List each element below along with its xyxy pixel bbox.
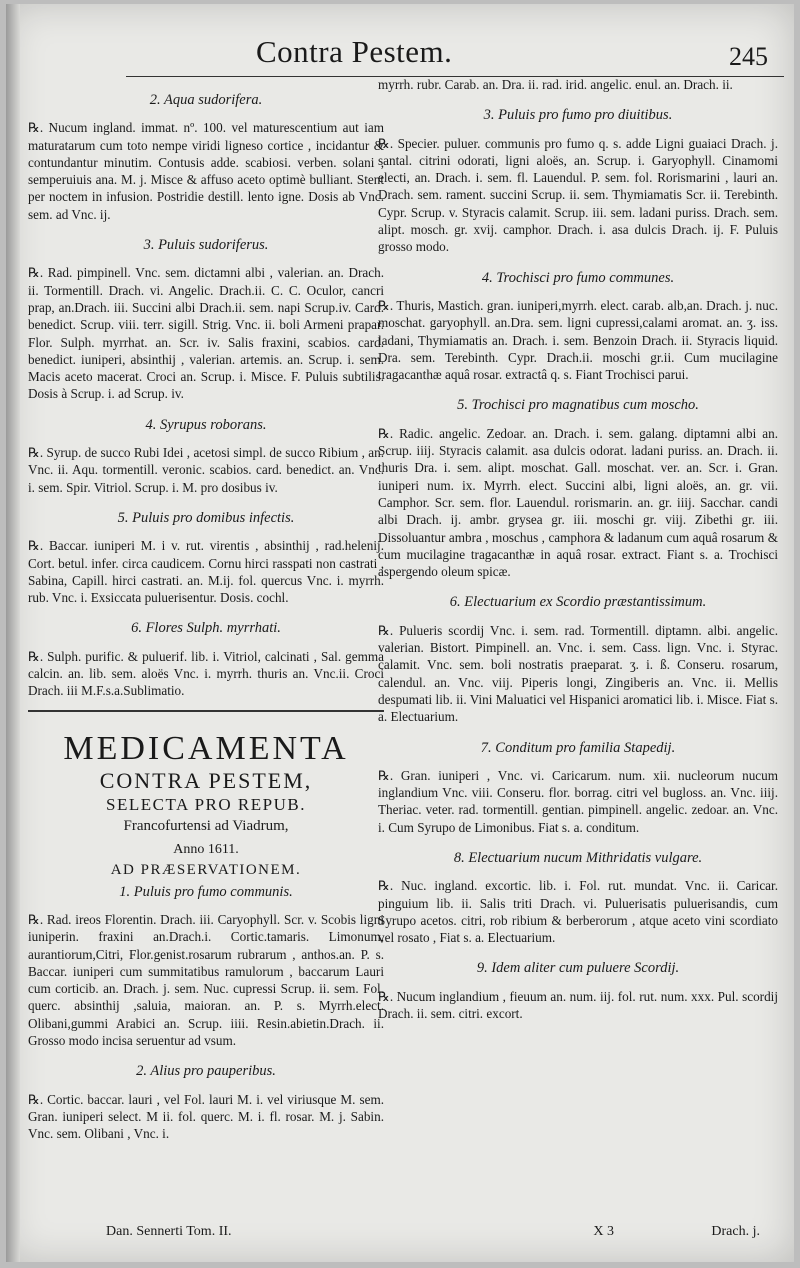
recipe-heading: 8. Electuarium nucum Mithridatis vulgare. [453,849,703,866]
recipe-heading: 4. Syrupus roborans. [145,416,267,433]
section-subtitle: CONTRA PESTEM, [99,767,313,793]
section-subtitle: Francofurtensi ad Viadrum, [123,817,289,834]
catchword: Drach. j. [711,1224,760,1239]
recipe-text: ℞. Pulueris scordij Vnc. i. sem. rad. Tormentill. diptamn. albi. angelic. valerian. Bistort. Pimpinell. an. Vnc. i. sem. Cass. lign. Vnc. i. Styrac. calamit. Vnc. sem. boli nostratis praeparat. ʒ. i. ß. Conseru. rosarum, calendul. an. Vnc. viij. Piperis longi, Zingiberis an. Vnc. ii. Mellis despumati lib. ii. Vini Maluatici vel Hispanici aromatici lib. i. Misce. Fiat s. a. Electuarium. [378,622,778,725]
signature-mark: X 3 [593,1224,614,1239]
recipe-heading: 9. Idem aliter cum puluere Scordij. [476,960,680,977]
book-page [6,4,794,1262]
recipe-text: ℞. Baccar. iuniperi M. i v. rut. virentis , absinthij , rad.helenij. Cort. betul. infer. circa caudicem. Cornu hirci rasspati non castrati , Sabina, Capill. hirci castrati. an. M.ij. fol. quercus Vnc. i. myrrh. rub. Vnc. i. Exsiccata puluerisentur. Dosis. cochl. [28,538,384,606]
recipe-heading: 5. Trochisci pro magnatibus cum moscho. [457,397,699,414]
page-number: 245 [729,42,768,71]
recipe-text: myrrh. rubr. Carab. an. Dra. ii. rad. irid. angelic. enul. an. Drach. ii. [378,77,733,92]
section-title: MEDICAMENTA [63,729,349,767]
left-column [28,88,384,1142]
recipe-heading: 4. Trochisci pro fumo communes. [481,269,675,286]
recipe-text: ℞. Syrup. de succo Rubi Idei , acetosi simpl. de succo Ribium , an. Vnc. ii. Aqu. tormentill. veronic. scabios. card. benedict. an. Vnc. i. sem. Spir. Vitriol. Scrup. i. M. pro dosibus iv. [28,445,384,495]
page-gutter [6,4,20,1262]
section-subtitle: SELECTA PRO REPUB. [106,794,306,814]
recipe-text: ℞. Gran. iuniperi , Vnc. vi. Caricarum. num. xii. nucleorum nucum inglandium Vnc. viii. Conseru. flor. borrag. citri vel bugloss. an. Vnc. iiij. Theriac. veter. rad. tormentill. gentian. pimpinell. angelic. zedoar. an. Vnc. i. Cum Syrupo de Limonibus. Fiat s. a. conditum. [378,767,778,835]
recipe-text: ℞. Nuc. ingland. excortic. lib. i. Fol. rut. mundat. Vnc. ii. Caricar. pinguium lib. ii. Salis triti Drach. vi. Puluerisatis puluerisandis, cum Syrupo acetos. citri, rob ribium & berberorum , atque aceto vini scordiato vel rosato , Fiat s. a. Electuarium. [378,878,778,946]
right-column [378,76,778,1022]
section-year: Anno 1611. [173,841,239,857]
recipe-text: ℞. Cortic. baccar. lauri , vel Fol. lauri M. i. vel viriusque M. sem. Gran. iuniperi select. M ii. fol. querc. M. i. fl. rosar. M. j. Sabin. Vnc. sem. Olibani , Vnc. i. [28,1091,384,1142]
recipe-text: ℞. Nucum ingland. immat. nº. 100. vel maturescentium aut iam maturatarum cum toto nempe viridi ligneso cortice , incidantur & contundantur minutim. Contusis adde. scabiosi. verben. solani , semperuiuis ana. M. j. Misce & affuso aceto optimè bulliant. Stent per noctem in infusion. Postridie destill. lento igne. Dosis ab Vnc. sem. ad Vnc. ij. [28,120,384,222]
recipe-text: ℞. Specier. puluer. communis pro fumo q. s. adde Ligni guaiaci Drach. j. santal. citrini odorati, ligni aloës, an. Scrup. i. Garyophyll. Cinamomi electi, an. Drach. i. sem. fl. Lauendul. P. sem. fol. Rorismarini , lauri an. Drach. sem. rament. succini Scrup. ii. sem. Thymiamatis Scr. ii. Terebinth. Cypr. Scrup. v. Styracis calamit. Scrup. iii. sem. ladani puriss. Drach. sem. alipt. mosch. gr. xvij. camphor. Drach. i. asa dulcis Drach. ij. F. Puluis grosso modo. [378,135,778,255]
footer-author: Dan. Sennerti Tom. II. [106,1224,232,1239]
recipe-text: ℞. Radic. angelic. Zedoar. an. Drach. i. sem. galang. diptamni albi an. Scrup. iiij. Styracis calamit. asa dulcis odorat. ladani puriss. an. Drach. ii. thuris Dra. i. sem. alipt. moschat. Gall. moschat. ver. an. Scr. i. Gran. iuniperi num. ix. Myrrh. elect. Succini albi, ligni aloës, an. gr. vii. Camphor. Scr. sem. flor. Lauendul. rorismarin. an. gr. iiij. Sacchar. candi albi Drach. ij. ambr. grysea gr. iii. moschi gr. viij. Zibethi gr. iii. Dissoluantur ambra , moschus , camphora & ladanum cum aquâ rosarum & cum mucilagine tragacanthæ in aquâ rosar. extract. Fiant s. a. Trochisci aspergendo oleum spicæ. [378,425,778,580]
section-subtitle: AD PRÆSERVATIONEM. [110,861,302,878]
section-divider [28,710,384,712]
recipe-text: ℞. Nucum inglandium , fieuum an. num. iij. fol. rut. num. xxx. Pul. scordij Drach. ii. sem. citri. excort. [378,988,778,1022]
recipe-heading: 7. Conditum pro familia Stapedij. [480,739,676,756]
recipe-heading: 3. Puluis sudoriferus. [143,237,269,254]
recipe-text: ℞. Rad. ireos Florentin. Drach. iii. Caryophyll. Scr. v. Scobis ligni iuniperin. fraxini an.Drach.i. Cortic.tamaris. Limonum, aurantiorum,Citri, Flor.genist.rosarum rubrarum , anthos.an. P. s. Baccar. iuniperi cum summitatibus ramulorum , baccarum Lauri cum corticib. an. Drach. j. sem. Nuc. cupressi Scrup. ii. sem. Fol. querc. absinthij ,saluia, maioran. an. P. s. Myrrh.elect. Olibani,gummi Arabici an. Scrup. iiii. Resin.abietin.Drach. ii. Grosso modo incisa seruentur ad vsum. [28,911,384,1048]
recipe-heading: 2. Alius pro pauperibus. [136,1063,276,1080]
recipe-heading: 2. Aqua sudorifera. [149,92,263,108]
recipe-heading: 5. Puluis pro domibus infectis. [117,509,295,526]
recipe-heading: 6. Flores Sulph. myrrhati. [131,620,281,637]
recipe-text: ℞. Rad. pimpinell. Vnc. sem. dictamni albi , valerian. an. Drach. ii. Tormentill. Drach. vi. Angelic. Drach.ii. C. C. Oculor, cancri prap, an.Drach. iii. Succini albi Drach.ii. sem. napi Scrup.iv. Card. benedict. Scrup. viii. terr. sigill. Strig. Vnc. ii. boli Armeni prapar. Flor. Sulph. myrrhat. an. Scr. iv. Salis fraxini, scabios. card. benedict. iuniperi, absinthij , valerian. artemis. an. Scrup. i. sem. Macis aceto macerat. Croci an. Scrup. i. Misce. F. Puluis subtilis. Dosis à Scrup. i. ad Scrup. iv. [28,265,384,402]
running-head: Contra Pestem. [256,34,453,69]
recipe-text: ℞. Sulph. purific. & puluerif. lib. i. Vitriol, calcinati , Sal. gemma calcin. an. lib. sem. aloës Vnc. i. myrrh. thuris an. Vnc.ii. Croci Drach. iii M.F.s.a.Sublimatio. [28,648,384,699]
recipe-heading: 1. Puluis pro fumo communis. [119,883,293,900]
recipe-heading: 3. Puluis pro fumo pro diuitibus. [483,107,673,124]
recipe-heading: 6. Electuarium ex Scordio præstantissimum. [449,594,707,611]
recipe-text: ℞. Thuris, Mastich. gran. iuniperi,myrrh. elect. carab. alb,an. Drach. j. nuc. moschat. garyophyll. an.Dra. sem. ligni cupressi,calami aromat. an. ʒ. iss. ladani, Thymiamatis an. Drach. i. sem. Benzoin Drach. ii. Styracis liquid. Dra. sem. Terebinth. Cypr. Drach.ii. moschi gr.ii. Cum mucilagine tragacanthæ aquâ rosar. extractâ q. s. Fiant Trochisci parui. [378,297,778,383]
